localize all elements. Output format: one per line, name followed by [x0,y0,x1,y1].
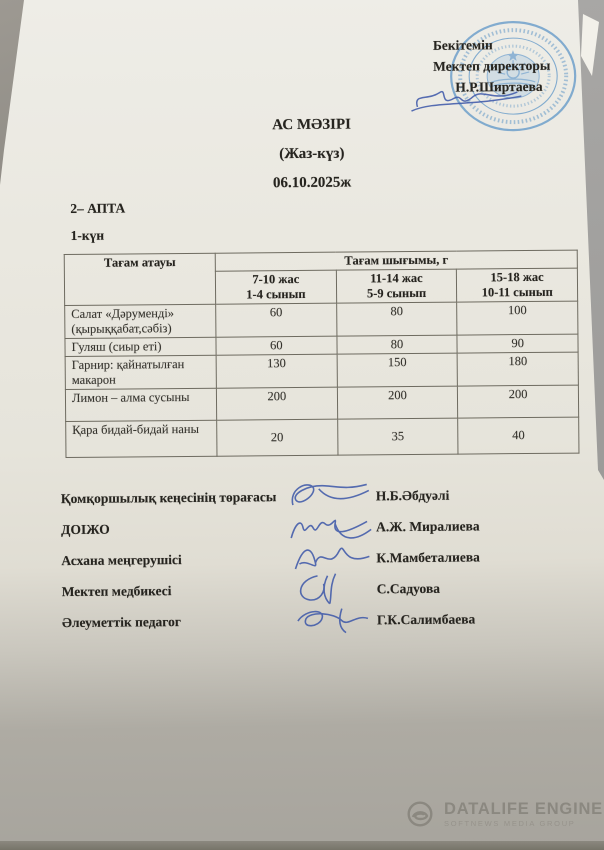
portion-value: 60 [216,336,337,355]
age-range: 7-10 жас [252,272,300,287]
column-group-header-output: Тағам шығымы, г [215,250,577,271]
portion-value: 100 [457,301,578,335]
menu-table [64,250,580,458]
column-header-age-2 [336,269,457,303]
watermark-title: DATALIFE ENGINE [444,800,603,818]
portion-value: 80 [336,302,457,336]
column-header-age-3 [457,268,578,302]
portion-value: 60 [216,303,337,337]
table-row [65,352,578,389]
portion-value: 130 [216,354,337,388]
portion-value: 150 [337,353,458,387]
period-block [70,195,125,249]
age-range: 15-18 жас [490,269,544,285]
portion-value: 80 [337,335,458,354]
datalife-logo-icon [405,799,435,829]
approval-word: Бекітемін [432,37,493,53]
grade-range: 5-9 сынып [366,285,427,301]
director-name: Н.Р.Ширтаева [455,78,543,95]
signer-name: С.Садуова [376,580,441,597]
week-label: 2– АПТА [70,200,126,216]
watermark-subtitle: SOFTNEWS MEDIA GROUP [444,819,576,828]
day-label: 1-күн [70,227,105,243]
signer-role: Мектеп медбикесі [61,583,172,600]
table-row [65,385,578,421]
portion-value: 200 [337,386,458,419]
signer-name: Г.К.Салимбаева [376,611,476,628]
menu-date: 06.10.2025ж [272,174,352,192]
signature-row [62,605,562,640]
title-block [0,108,604,200]
table-surface-edge [0,841,604,850]
signature-block [61,481,562,640]
age-range: 11-14 жас [370,270,423,286]
menu-season: (Жаз-күз) [279,145,345,163]
dish-name: Гуляш (сиыр еті) [65,337,216,356]
column-header-dish: Тағам атауы [64,253,215,305]
portion-value: 90 [457,334,578,353]
grade-range: 1-4 сынып [246,286,306,302]
signer-role: ДОІЖО [61,521,110,538]
director-title: Мектеп директоры [433,57,551,74]
dish-name: Гарнир: қайнатылған макарон [65,355,216,389]
table-row [65,301,578,338]
dish-name: Қара бидай-бидай наны [66,420,217,457]
table-row [66,417,579,457]
signer-name: К.Мамбеталиева [376,549,480,566]
menu-title: АС МӘЗІРІ [272,116,351,134]
signer-name: Н.Б.Әбдуәлі [375,487,450,504]
watermark-text [444,800,603,828]
portion-value: 200 [216,387,337,420]
portion-value: 40 [458,417,579,454]
signer-role: Қомқоршылық кеңесінің төрағасы [60,489,277,507]
datalife-watermark [405,799,603,829]
portion-value: 200 [458,385,579,418]
dish-name: Салат «Дәруменді» (қырыққабат,сәбіз) [65,304,216,338]
column-header-age-1 [215,270,336,304]
portion-value: 35 [337,418,458,455]
signer-role: Әлеуметтік педагог [61,614,181,631]
portion-value: 20 [217,419,338,456]
signer-name: А.Ж. Миралиева [376,518,480,535]
grade-range: 10-11 сынып [481,284,553,300]
signer-role: Асхана меңгерушісі [61,552,182,569]
portion-value: 180 [457,352,578,386]
signature-scribble [284,600,376,639]
dish-name: Лимон – алма сусыны [65,388,216,421]
